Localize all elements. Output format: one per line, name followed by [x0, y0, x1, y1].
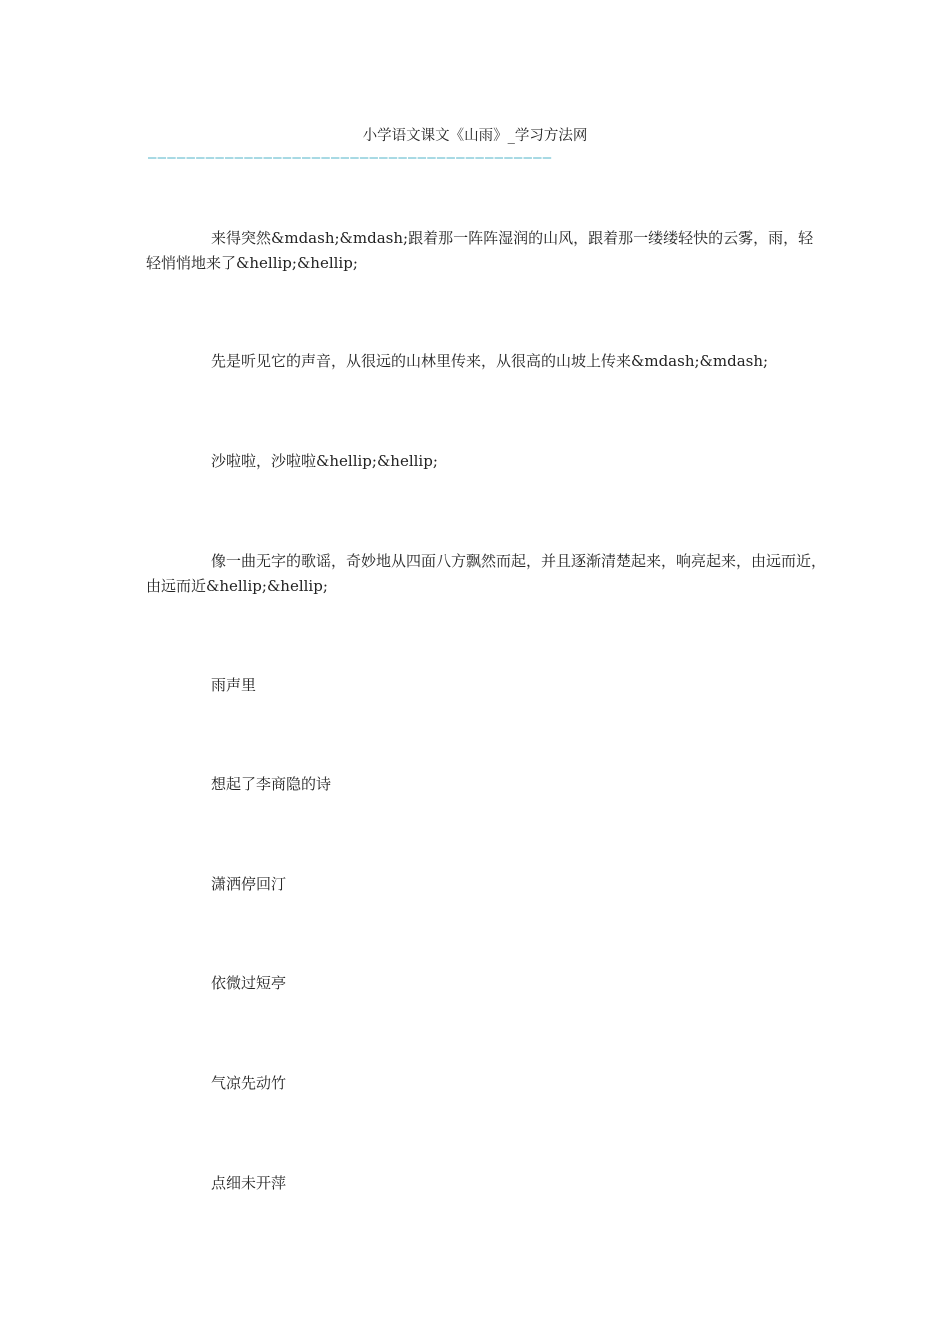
poem-line-4	[146, 971, 826, 996]
paragraph-text: 气凉先动竹	[211, 1074, 287, 1092]
poem-line-1	[146, 673, 826, 698]
paragraph-text: 雨声里	[211, 676, 257, 694]
paragraph-text: 先是听见它的声音，从很远的山林里传来，从很高的山坡上传来&mdash;&mdash;	[211, 352, 769, 370]
paragraph-text: 像一曲无字的歌谣，奇妙地从四面八方飘然而起，并且逐渐清楚起来，响亮起来，由远而近，由远而近&hellip;&hellip;	[146, 552, 827, 595]
paragraph-text: 依微过短亭	[211, 974, 287, 992]
header-divider: ——————————————————————————————————————————	[148, 151, 553, 165]
poem-line-2	[146, 772, 826, 797]
paragraph-3	[146, 449, 826, 474]
paragraph-text: 来得突然&mdash;&mdash;跟着那一阵阵湿润的山风，跟着那一缕缕轻快的云雾，雨，轻轻悄悄地来了&hellip;&hellip;	[146, 229, 814, 272]
poem-line-5	[146, 1071, 826, 1096]
poem-line-3	[146, 872, 826, 897]
page-title: 小学语文课文《山雨》_学习方法网	[362, 128, 588, 144]
paragraph-text: 沙啦啦，沙啦啦&hellip;&hellip;	[211, 452, 438, 470]
paragraph-4	[146, 549, 826, 598]
paragraph-text: 想起了李商隐的诗	[211, 775, 332, 793]
paragraph-1	[146, 226, 826, 275]
paragraph-text: 点细未开萍	[211, 1174, 287, 1192]
poem-line-6	[146, 1171, 826, 1196]
paragraph-2	[146, 349, 826, 374]
paragraph-text: 潇洒停回汀	[211, 875, 287, 893]
